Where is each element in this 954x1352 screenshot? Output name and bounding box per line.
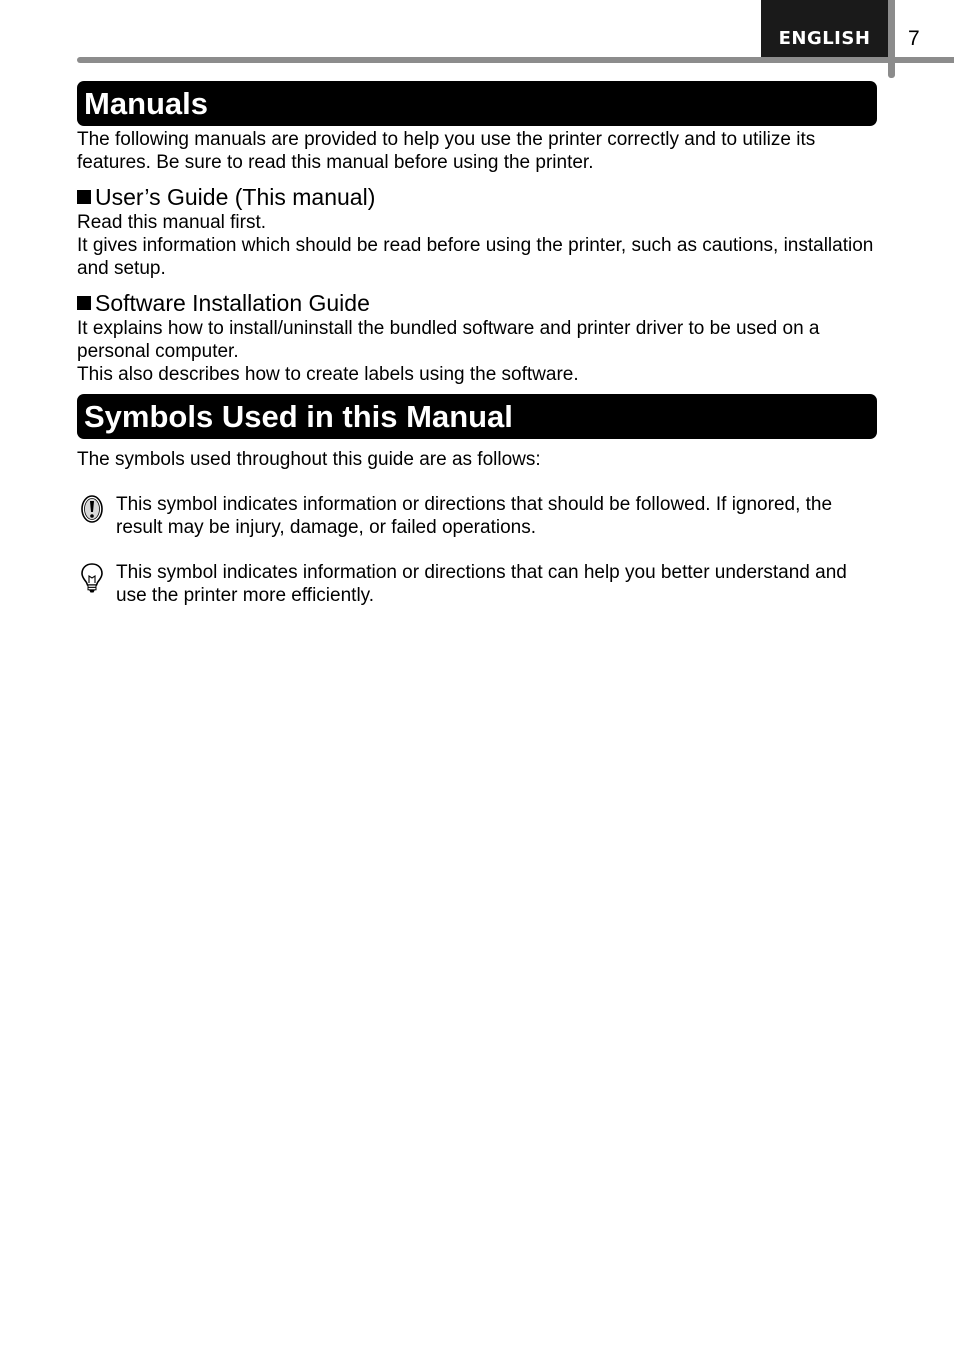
header-rule: [77, 57, 954, 63]
symbol-tip-text: This symbol indicates information or directions that can help you better understand and use the printer more efficiently.: [116, 562, 847, 606]
page-number: 7: [908, 27, 920, 50]
software-guide-heading: [77, 289, 877, 317]
square-bullet-icon: [77, 190, 91, 204]
software-guide-line-1: It explains how to install/uninstall the bundled software and printer driver to be used on a personal computer.: [77, 318, 820, 362]
symbols-intro: The symbols used throughout this guide are as follows:: [77, 449, 541, 470]
users-guide-line-1: Read this manual first.: [77, 212, 267, 233]
language-tab: ENGLISH: [761, 0, 888, 57]
users-guide-title: User’s Guide (This manual): [95, 184, 376, 210]
users-guide-heading: [77, 183, 877, 211]
software-guide-title: Software Installation Guide: [95, 290, 370, 316]
symbol-caution-text: This symbol indicates information or directions that should be followed. If ignored, the result may be injury, damage, or failed operations.: [116, 494, 833, 538]
users-guide-line-2: It gives information which should be read before using the printer, such as cautions, installation and setup.: [77, 235, 874, 279]
symbol-item-caution: [77, 493, 877, 539]
lightbulb-icon: [80, 561, 104, 595]
page-content: [77, 81, 877, 607]
manuals-heading: Manuals: [77, 81, 877, 126]
symbol-item-tip: [77, 561, 877, 607]
symbols-heading: Symbols Used in this Manual: [77, 394, 877, 439]
manuals-intro: The following manuals are provided to help you use the printer correctly and to utilize its features. Be sure to read this manual before using the printer.: [77, 129, 816, 173]
tab-divider: [888, 0, 895, 78]
exclamation-icon: [80, 493, 104, 527]
software-guide-line-2: This also describes how to create labels using the software.: [77, 364, 579, 385]
square-bullet-icon: [77, 296, 91, 310]
